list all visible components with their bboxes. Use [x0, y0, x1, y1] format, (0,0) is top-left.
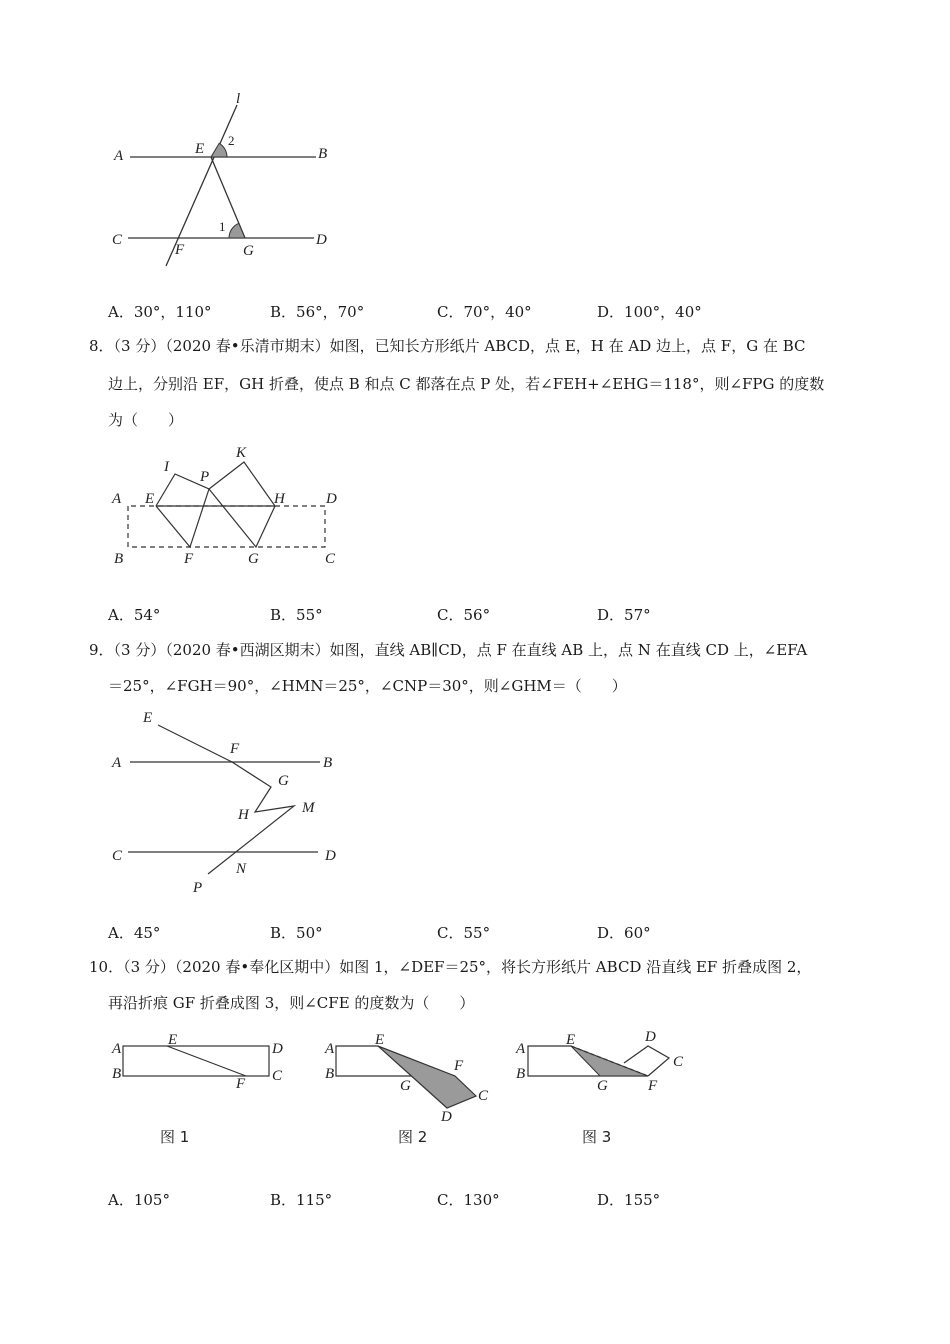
label-d: D	[316, 232, 327, 248]
label-b: B	[318, 146, 328, 162]
q8-option-a[interactable]: A．54°	[108, 606, 161, 624]
label-p: P	[200, 469, 210, 485]
fig3-label-f: F	[648, 1078, 658, 1094]
q10-option-b[interactable]: B．115°	[270, 1191, 333, 1209]
label-f: F	[175, 242, 185, 258]
q10-fig1	[111, 1032, 283, 1146]
q10-option-c[interactable]: C．130°	[437, 1191, 500, 1209]
label-g: G	[243, 243, 254, 259]
label-c: C	[325, 551, 336, 567]
q8-option-b[interactable]: B．55°	[270, 606, 323, 624]
label-a: A	[114, 148, 124, 164]
label-angle-1: 1	[219, 219, 226, 234]
label-n: N	[236, 861, 247, 877]
fig3-label-a: A	[516, 1041, 526, 1057]
label-c: C	[112, 232, 123, 248]
label-h: H	[274, 491, 285, 507]
label-e: E	[145, 491, 155, 507]
label-a: A	[112, 491, 122, 507]
label-m: M	[302, 800, 315, 816]
fig1-label-b: B	[112, 1066, 122, 1082]
fig3-label-c: C	[673, 1054, 684, 1070]
q9-option-b[interactable]: B．50°	[270, 924, 323, 942]
fig1-label-a: A	[112, 1041, 122, 1057]
fig1-label-d: D	[272, 1041, 283, 1057]
fig3-label-d: D	[645, 1029, 656, 1045]
label-f: F	[184, 551, 194, 567]
q9-stem-line2: ＝25°，∠FGH＝90°，∠HMN＝25°，∠CNP＝30°，则∠GHM＝（ ）	[108, 677, 627, 695]
fig2-label-g: G	[400, 1078, 411, 1094]
fig1-label-c: C	[272, 1068, 283, 1084]
label-i: I	[164, 459, 169, 475]
q8-stem-line1: 8．（3 分）（2020 春•乐清市期末）如图，已知长方形纸片 ABCD，点 E，H 在 AD 边上，点 F，G 在 BC	[89, 337, 806, 355]
label-b: B	[114, 551, 124, 567]
q9-option-c[interactable]: C．55°	[437, 924, 491, 942]
fig1-label-e: E	[168, 1032, 178, 1048]
q10-stem-line1: 10．（3 分）（2020 春•奉化区期中）如图 1，∠DEF＝25°，将长方形纸片 ABCD 沿直线 EF 折叠成图 2，	[89, 958, 812, 976]
q10-option-d[interactable]: D．155°	[597, 1191, 661, 1209]
label-p: P	[193, 880, 203, 896]
q9-option-d[interactable]: D．60°	[597, 924, 651, 942]
rectangle-abcd	[123, 1046, 269, 1076]
q9-option-a[interactable]: A．45°	[108, 924, 161, 942]
q7-option-b[interactable]: B．56°，70°	[270, 303, 365, 321]
label-d: D	[326, 491, 337, 507]
fig2-label-d: D	[441, 1109, 452, 1125]
label-g: G	[278, 773, 289, 789]
q7-option-c[interactable]: C．70°，40°	[437, 303, 532, 321]
fig3-label-e: E	[566, 1032, 576, 1048]
fig1-caption: 图 1	[160, 1128, 190, 1146]
fold-line-ef	[167, 1046, 246, 1076]
fig3-label-b: B	[516, 1066, 526, 1082]
label-e: E	[195, 141, 205, 157]
label-k: K	[236, 445, 247, 461]
q9-stem-line1: 9．（3 分）（2020 春•西湖区期末）如图，直线 AB∥CD，点 F 在直线 AB 上，点 N 在直线 CD 上，∠EFA	[89, 641, 808, 659]
label-c: C	[112, 848, 123, 864]
label-e: E	[143, 710, 153, 726]
q7-option-d[interactable]: D．100°，40°	[597, 303, 702, 321]
q10-stem-line2: 再沿折痕 GF 折叠成图 3，则∠CFE 的度数为（ ）	[108, 994, 475, 1012]
label-d: D	[325, 848, 336, 864]
label-b: B	[323, 755, 333, 771]
q8-option-d[interactable]: D．57°	[597, 606, 651, 624]
fig1-label-f: F	[236, 1076, 246, 1092]
q7-option-a[interactable]: A．30°，110°	[108, 303, 212, 321]
q8-stem-line3: 为（ ）	[108, 411, 184, 429]
q10-fig3	[515, 1029, 684, 1146]
fig3-caption: 图 3	[582, 1128, 612, 1146]
label-a: A	[112, 755, 122, 771]
folded-part	[378, 1046, 476, 1108]
q10-option-a[interactable]: A．105°	[108, 1191, 170, 1209]
fig2-caption: 图 2	[398, 1128, 428, 1146]
fig3-label-g: G	[597, 1078, 608, 1094]
fig2-label-b: B	[325, 1066, 335, 1082]
fig2-label-a: A	[325, 1041, 335, 1057]
q8-stem-line2: 边上，分别沿 EF，GH 折叠，使点 B 和点 C 都落在点 P 处，若∠FEH+∠EHG＝118°，则∠FPG 的度数	[108, 375, 825, 393]
q10-fig2	[324, 1032, 489, 1146]
fig2-label-c: C	[478, 1088, 489, 1104]
label-f: F	[230, 741, 240, 757]
label-h: H	[238, 807, 249, 823]
fig2-label-f: F	[454, 1058, 464, 1074]
label-l: l	[236, 91, 241, 107]
label-angle-2: 2	[228, 133, 235, 148]
fig2-label-e: E	[375, 1032, 385, 1048]
q8-option-c[interactable]: C．56°	[437, 606, 491, 624]
label-g: G	[248, 551, 259, 567]
